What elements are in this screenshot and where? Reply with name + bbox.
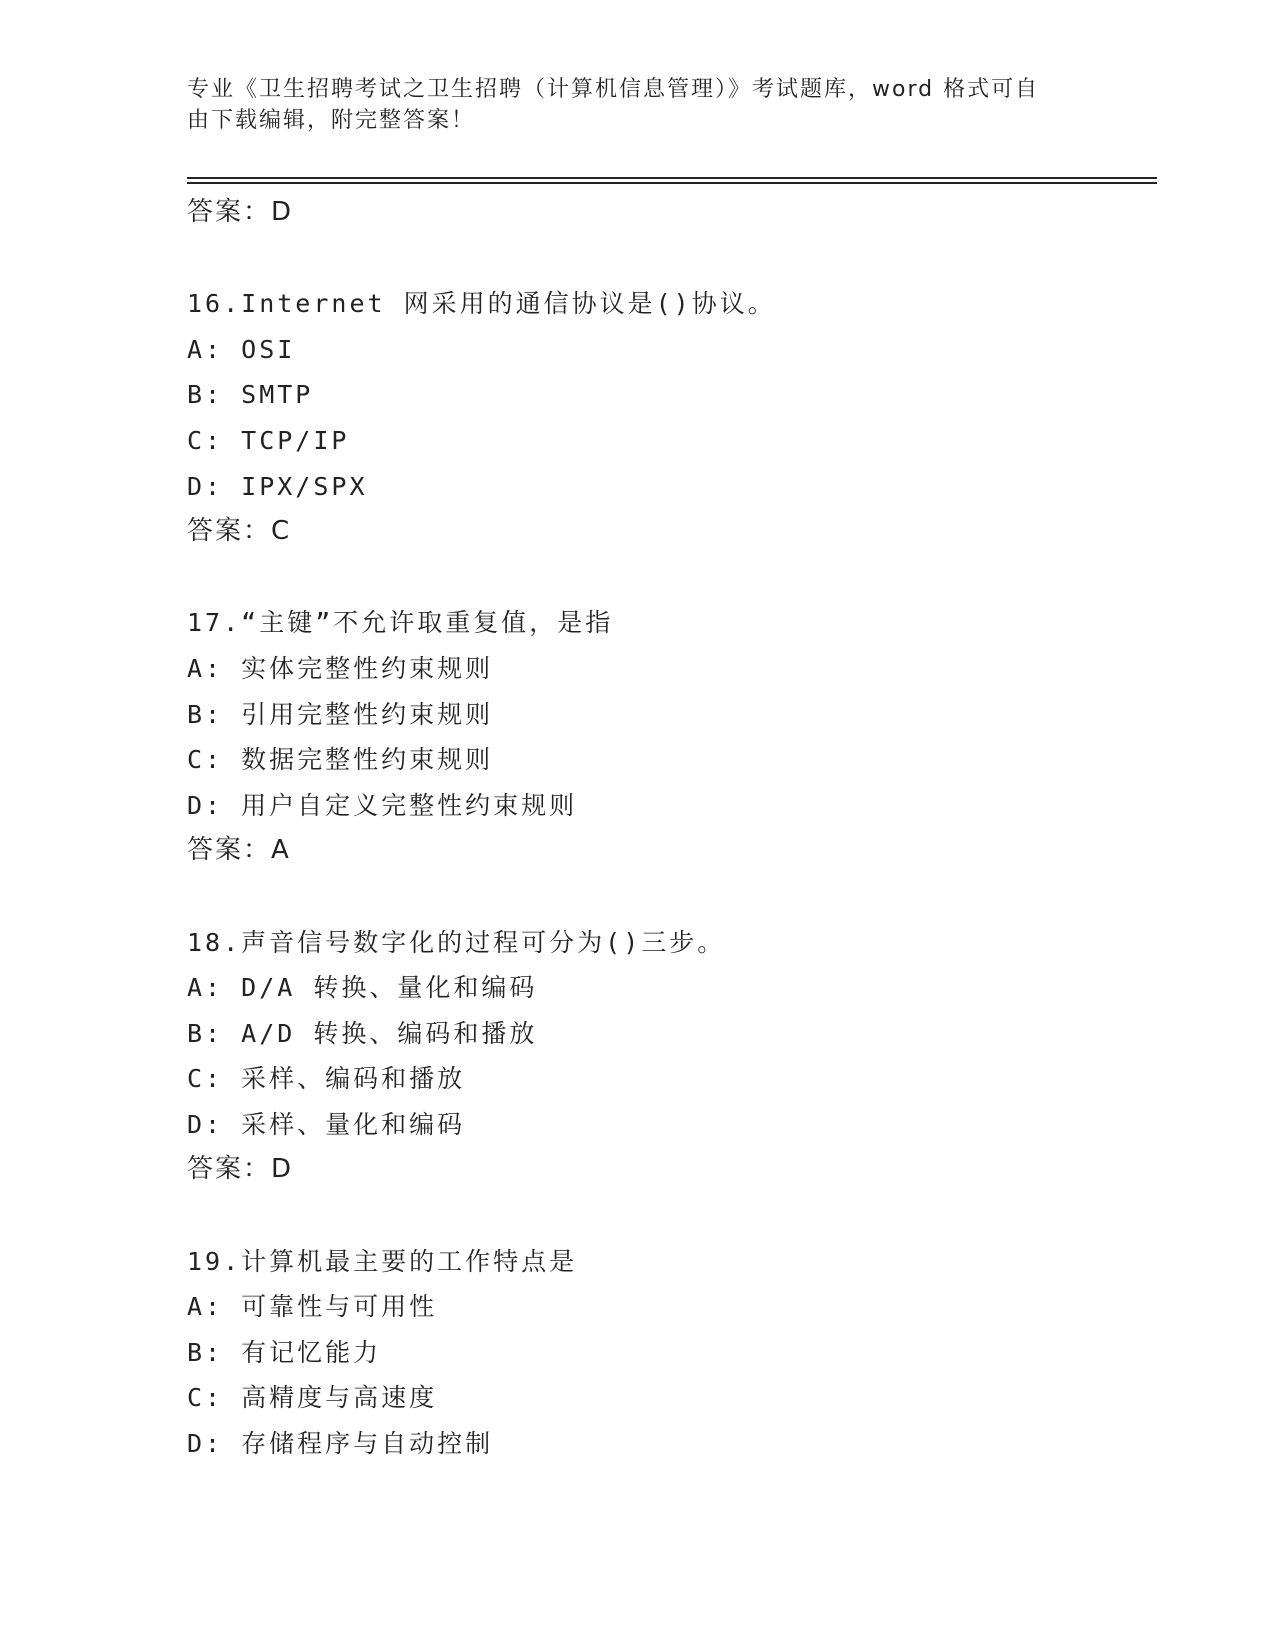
option-a: A: 实体完整性约束规则	[187, 653, 494, 683]
previous-answer: 答案：D	[187, 197, 294, 227]
header-divider-top	[187, 177, 1157, 179]
question-stem: 17.“主键”不允许取重复值，是指	[187, 608, 614, 638]
question-list	[187, 190, 1147, 1467]
header-divider-bottom	[187, 182, 1157, 184]
option-b: B: A/D 转换、编码和播放	[187, 1018, 538, 1048]
document-header	[187, 74, 1087, 136]
option-d: D: 存储程序与自动控制	[187, 1429, 494, 1459]
spacer	[187, 1193, 1147, 1239]
question-17	[187, 600, 1147, 874]
answer: 答案：C	[187, 516, 292, 547]
option-c: C: 采样、编码和播放	[187, 1064, 466, 1094]
option-c: C: TCP/IP	[187, 425, 350, 455]
option-b: B: 引用完整性约束规则	[187, 699, 494, 729]
option-d: D: 采样、量化和编码	[187, 1109, 466, 1139]
question-16	[187, 281, 1147, 555]
question-stem: 18.声音信号数字化的过程可分为()三步。	[187, 927, 726, 957]
question-stem: 16.Internet 网采用的通信协议是()协议。	[187, 289, 776, 319]
question-18	[187, 920, 1147, 1194]
option-a: A: 可靠性与可用性	[187, 1292, 438, 1322]
option-a: A: D/A 转换、量化和编码	[187, 973, 538, 1003]
answer: 答案：A	[187, 835, 291, 866]
option-c: C: 数据完整性约束规则	[187, 745, 494, 775]
question-stem: 19.计算机最主要的工作特点是	[187, 1246, 578, 1276]
option-d: D: 用户自定义完整性约束规则	[187, 790, 578, 820]
spacer	[187, 555, 1147, 601]
header-line-1: 专业《卫生招聘考试之卫生招聘（计算机信息管理）》考试题库，word 格式可自	[187, 77, 1040, 102]
option-c: C: 高精度与高速度	[187, 1383, 438, 1413]
question-19	[187, 1239, 1147, 1467]
option-b: B: SMTP	[187, 380, 314, 410]
spacer	[187, 874, 1147, 920]
option-b: B: 有记忆能力	[187, 1337, 382, 1367]
spacer	[187, 236, 1147, 282]
answer: 答案：D	[187, 1154, 294, 1185]
option-d: D: IPX/SPX	[187, 471, 368, 501]
header-line-2: 由下载编辑，附完整答案！	[187, 108, 476, 133]
option-a: A: OSI	[187, 334, 296, 364]
